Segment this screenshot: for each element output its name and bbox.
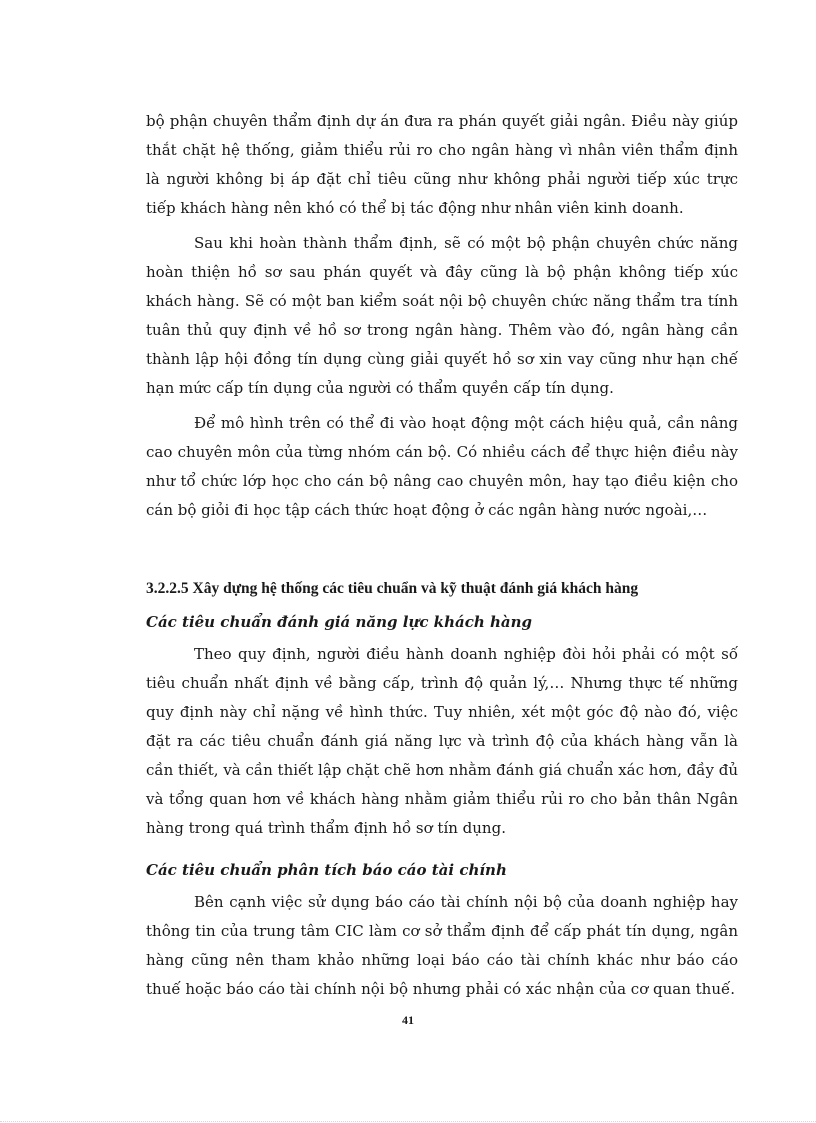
page-number: 41: [402, 1013, 414, 1027]
paragraph-capacity: Theo quy định, người điều hành doanh nghiệp đòi hỏi phải có một số tiêu chuẩn nhất định về bằng cấp, trình độ quản lý,… Nhưng thực tế những quy định này chỉ nặng về hình thức. Tuy nhiên, xét một góc độ nào đó, việc đặt ra các tiêu chuẩn đánh giá năng lực và trình độ của khách hàng vẫn là cần thiết, và cần thiết lập chặt chẽ hơn nhằm đánh giá chuẩn xác hơn, đầy đủ và tổng quan hơn về khách hàng nhằm giảm thiểu rủi ro cho bản thân Ngân hàng trong quá trình thẩm định hồ sơ tín dụng.: [146, 645, 738, 837]
paragraph-continuation: bộ phận chuyên thẩm định dự án đưa ra phán quyết giải ngân. Điều này giúp thắt chặt hệ thống, giảm thiểu rủi ro cho ngân hàng vì nhân viên thẩm định là người không bị áp đặt chỉ tiêu cũng như không phải người tiếp xúc trực tiếp khách hàng nên khó có thể bị tác động như nhân viên kinh doanh.: [146, 112, 738, 217]
subheading-capacity: Các tiêu chuẩn đánh giá năng lực khách hàng: [146, 613, 532, 631]
subheading-financial: Các tiêu chuẩn phân tích báo cáo tài chính: [146, 861, 507, 879]
paragraph-financial: Bên cạnh việc sử dụng báo cáo tài chính nội bộ của doanh nghiệp hay thông tin của trung tâm CIC làm cơ sở thẩm định để cấp phát tín dụng, ngân hàng cũng nên tham khảo những loại báo cáo tài chính khác như báo cáo thuế hoặc báo cáo tài chính nội bộ nhưng phải có xác nhận của cơ quan thuế.: [146, 893, 738, 998]
paragraph-appraisal: Sau khi hoàn thành thẩm định, sẽ có một bộ phận chuyên chức năng hoàn thiện hồ sơ sau phán quyết và đây cũng là bộ phận không tiếp xúc khách hàng. Sẽ có một ban kiểm soát nội bộ chuyên chức năng thẩm tra tính tuân thủ quy định về hồ sơ trong ngân hàng. Thêm vào đó, ngân hàng cần thành lập hội đồng tín dụng cùng giải quyết hồ sơ xin vay cũng như hạn chế hạn mức cấp tín dụng của người có thẩm quyền cấp tín dụng.: [146, 234, 738, 397]
bottom-divider: [0, 1121, 816, 1122]
section-heading: 3.2.2.5 Xây dựng hệ thống các tiêu chuẩn và kỹ thuật đánh giá khách hàng: [146, 580, 639, 597]
paragraph-training: Để mô hình trên có thể đi vào hoạt động một cách hiệu quả, cần nâng cao chuyên môn của từng nhóm cán bộ. Có nhiều cách để thực hiện điều này như tổ chức lớp học cho cán bộ nâng cao chuyên môn, hay tạo điều kiện cho cán bộ giỏi đi học tập cách thức hoạt động ở các ngân hàng nước ngoài,…: [146, 414, 738, 519]
capacity-text-block: [146, 640, 738, 843]
financial-text-block: [146, 888, 738, 1004]
intro-text-block: [146, 107, 738, 525]
